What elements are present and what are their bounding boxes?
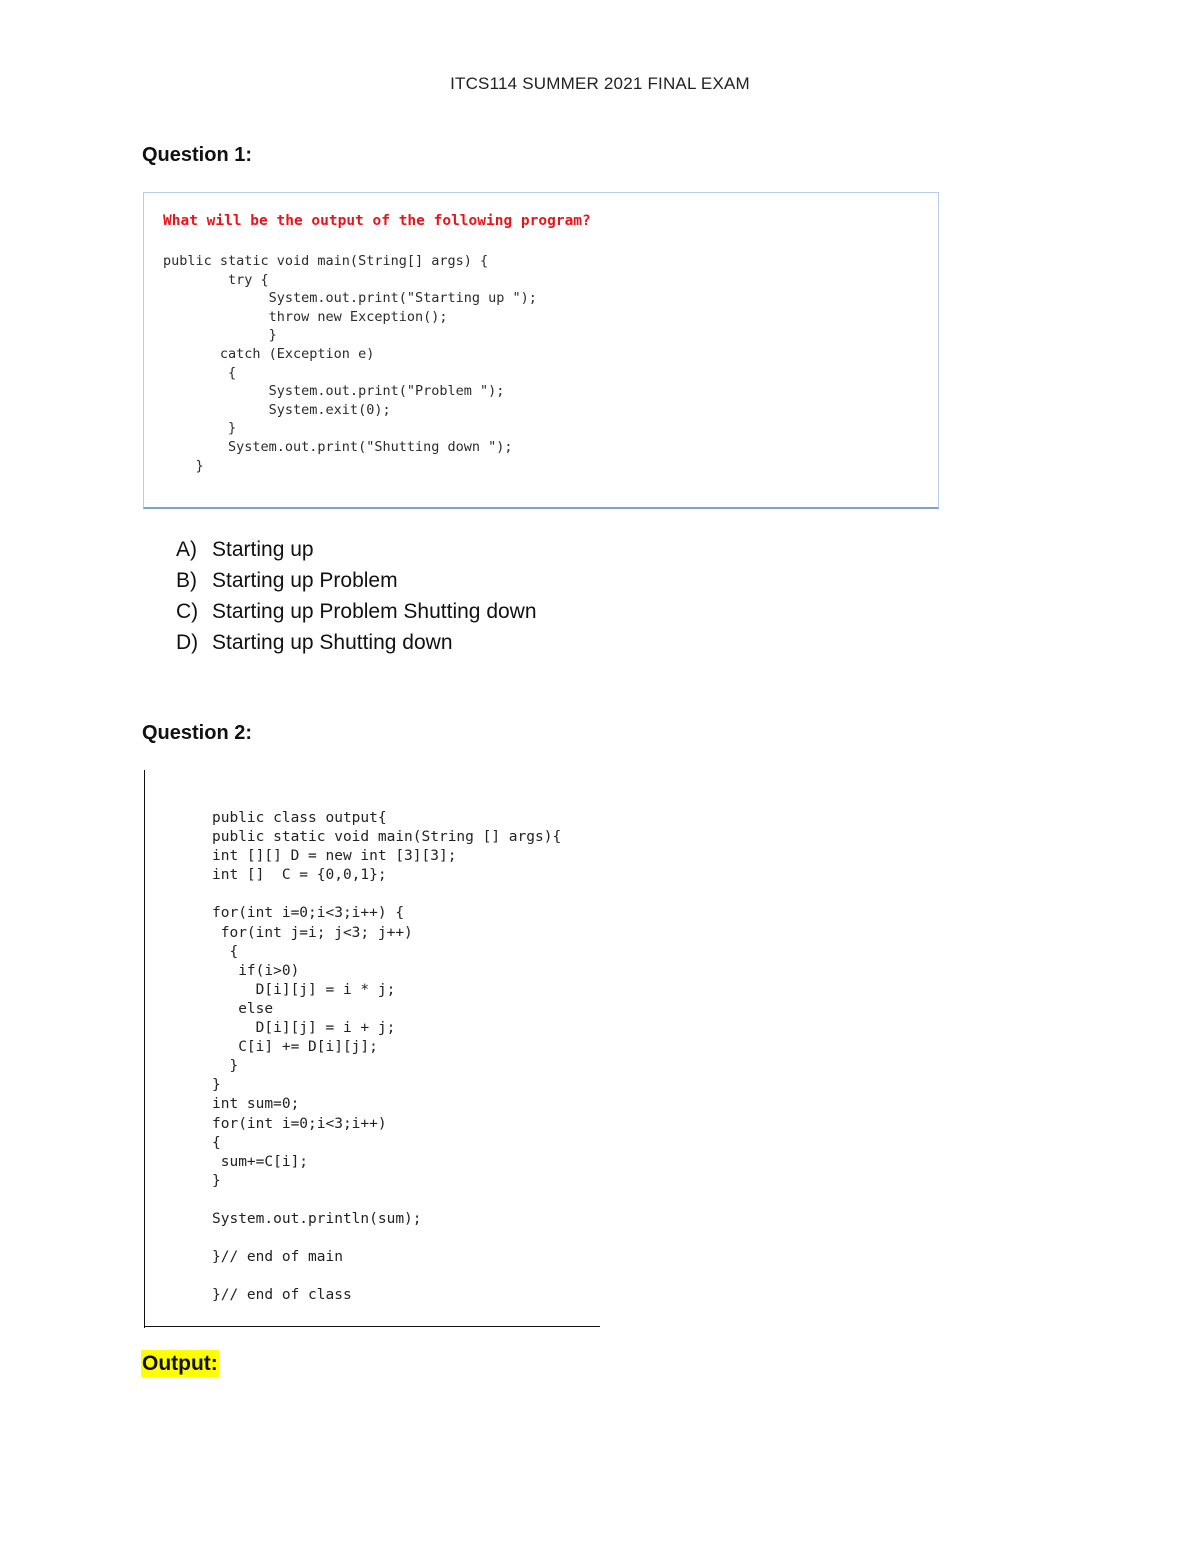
code-box-left-border — [144, 770, 145, 1328]
option-c — [176, 596, 537, 627]
code-line: else — [212, 1000, 274, 1017]
code-line: sum+=C[i]; — [212, 1153, 309, 1170]
code-line: } — [212, 1058, 239, 1075]
option-letter: B) — [176, 569, 197, 592]
code-line: } — [212, 1077, 221, 1094]
code-line — [212, 1267, 561, 1286]
code-line: System.out.print("Problem "); — [163, 383, 505, 400]
code-line: for(int j=i; j<3; j++) — [212, 924, 413, 941]
output-label: Output: — [142, 1352, 218, 1375]
code-line: try { — [163, 271, 269, 288]
exam-title: ITCS114 SUMMER 2021 FINAL EXAM — [450, 74, 750, 93]
option-letter: D) — [176, 631, 199, 654]
option-d — [176, 627, 537, 658]
option-text: Starting up Problem — [212, 569, 398, 592]
code-line: D[i][j] = i * j; — [212, 981, 396, 998]
question-1-code-box — [143, 192, 939, 509]
code-line: } — [163, 327, 277, 344]
option-b — [176, 565, 537, 596]
code-line: }// end of main — [212, 1249, 343, 1266]
option-letter: A) — [176, 538, 197, 561]
code-line: }// end of class — [212, 1287, 352, 1304]
option-text: Starting up — [212, 538, 314, 561]
question-1-prompt: What will be the output of the following program? — [163, 213, 591, 229]
code-line — [212, 885, 561, 904]
code-line: int [] C = {0,0,1}; — [212, 867, 387, 884]
code-line: { — [212, 1134, 221, 1151]
code-line: } — [163, 420, 237, 437]
code-line: C[i] += D[i][j]; — [212, 1039, 378, 1056]
question-1-code — [163, 252, 537, 475]
code-line: int sum=0; — [212, 1096, 300, 1113]
code-line: System.out.print("Starting up "); — [163, 290, 537, 307]
code-line — [212, 1229, 561, 1248]
question-2-heading: Question 2: — [142, 722, 253, 744]
code-box-bottom-border — [144, 1326, 600, 1327]
option-text: Starting up Problem Shutting down — [212, 600, 537, 623]
code-line: public static void main(String[] args) { — [163, 253, 489, 269]
question-1-heading: Question 1: — [142, 144, 253, 166]
code-line: public class output{ — [212, 810, 387, 826]
code-line: D[i][j] = i + j; — [212, 1020, 396, 1037]
code-line: for(int i=0;i<3;i++) — [212, 1115, 387, 1132]
code-line: System.out.print("Shutting down "); — [163, 438, 513, 455]
code-line: { — [212, 943, 239, 960]
option-a — [176, 534, 537, 565]
code-line: int [][] D = new int [3][3]; — [212, 848, 457, 865]
code-line: } — [212, 1172, 221, 1189]
code-line: System.exit(0); — [163, 401, 391, 418]
code-line: for(int i=0;i<3;i++) { — [212, 905, 405, 922]
code-line: System.out.println(sum); — [212, 1210, 422, 1227]
code-line: throw new Exception(); — [163, 308, 448, 325]
code-line: } — [163, 457, 204, 474]
question-1-options — [176, 534, 537, 658]
option-text: Starting up Shutting down — [212, 631, 453, 654]
code-line — [212, 1191, 561, 1210]
code-line: public static void main(String [] args){ — [212, 829, 562, 846]
code-line: { — [163, 364, 237, 381]
question-2-code — [212, 809, 561, 1305]
option-letter: C) — [176, 600, 199, 623]
code-line: if(i>0) — [212, 962, 300, 979]
code-line: catch (Exception e) — [163, 345, 375, 362]
